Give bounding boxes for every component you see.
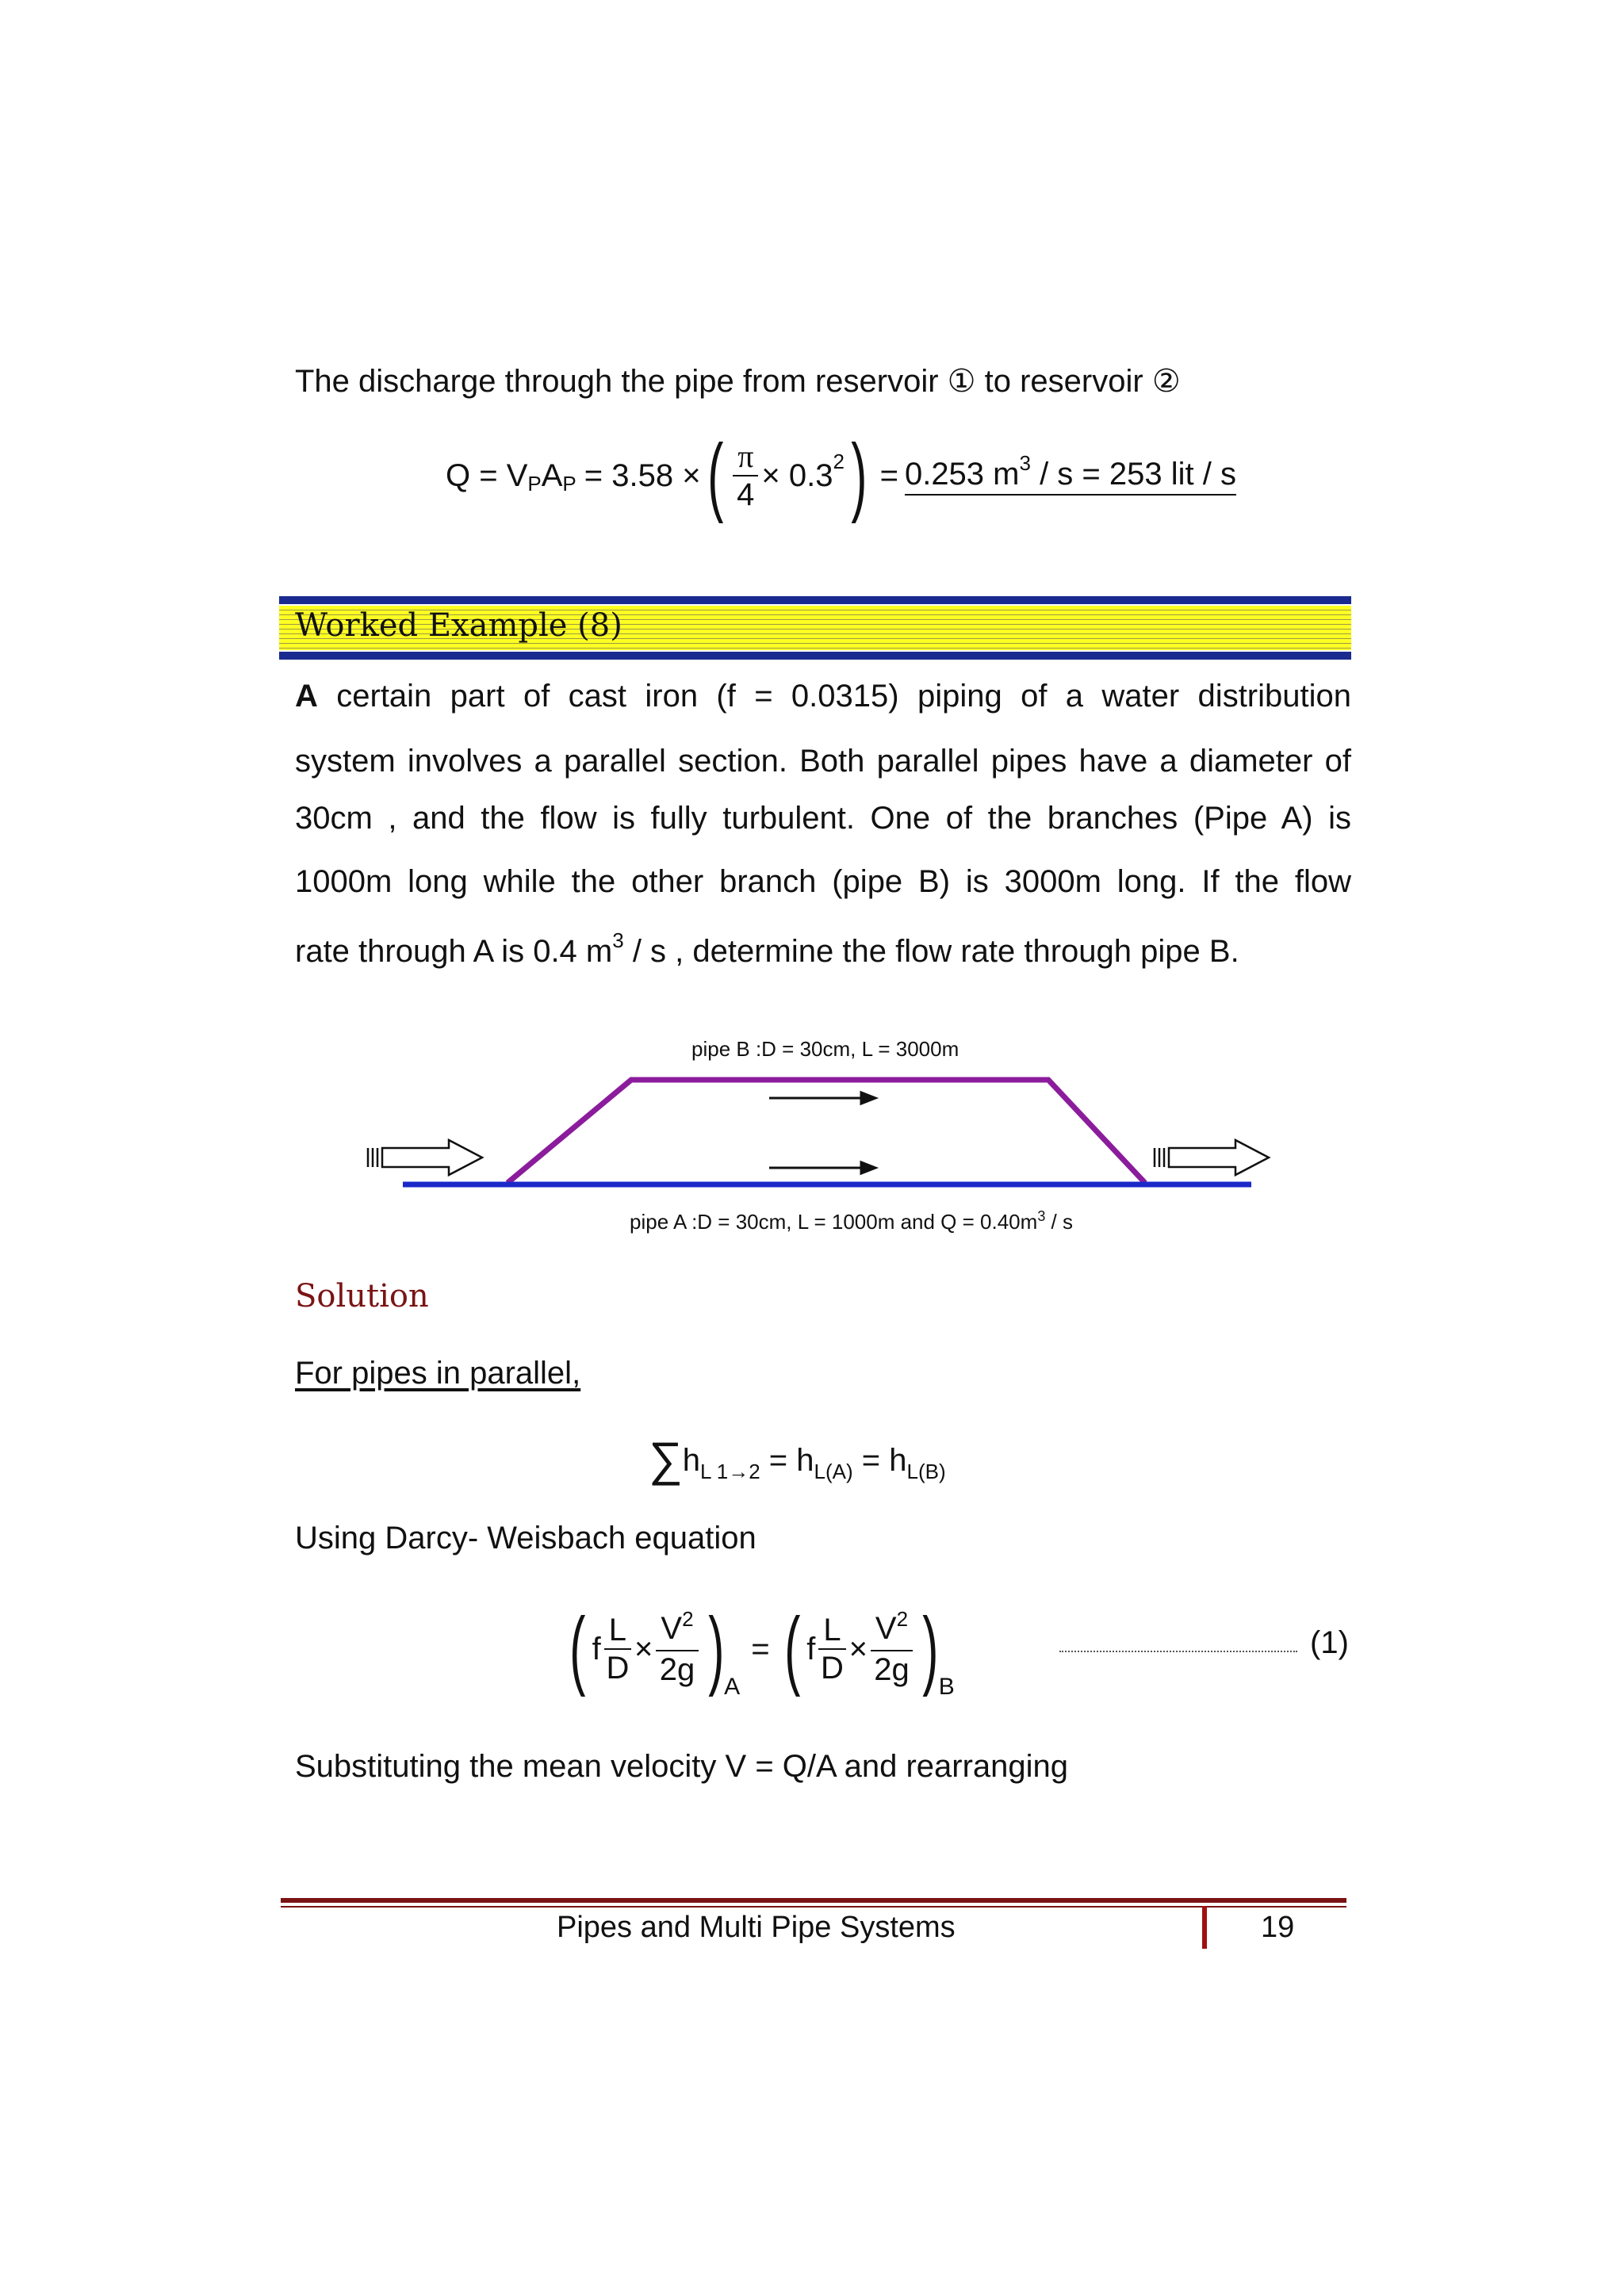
times-03: × 0.3 [761,457,833,493]
page-number: 19 [1261,1911,1295,1944]
footer-rule [281,1898,1346,1903]
problem-line-2: system involves a parallel section. Both parallel pipes have a diameter of [295,744,1351,779]
problem-line-4: 1000m long while the other branch (pipe B) is 3000m long. If the flow [295,864,1351,899]
eq-sign: = [879,457,898,493]
banner-title: Worked Example (8) [295,607,622,644]
right-paren: ) [851,427,868,524]
darcy-equation: ( f $\frac{L}{D}$ × $\frac{V^2}{2g}$ ) A = ( f $\frac{L}{D}$ × $\frac{V^2}{2g}$ ) B [569,1600,955,1700]
problem-line-5: rate through A is 0.4 $m^3$ / s , determine the flow rate through pipe B. [295,928,1239,969]
four: 4 [737,477,755,512]
discharge-result: 0.253 $m^3 / s = 253$ lit / s [905,457,1236,496]
squared: 2 [833,449,845,473]
discharge-equation [446,420,1236,531]
pipe-a-label: pipe A :D = 30cm, L = 1000m and $Q = 0.40m^3 / s$ [630,1208,1073,1234]
parallel-pipes-text: For pipes in parallel, [295,1356,581,1391]
eq-q-sub-p2: P [562,471,576,496]
footer-title: Pipes and Multi Pipe Systems [557,1911,956,1944]
outlet-arrow-icon [1155,1140,1269,1175]
head-loss-sum-equation: $\sum h_{L 1\to 2} = h_{L(A)} = h_{L(B)}$ [649,1433,946,1486]
problem-line-3: 30cm , and the flow is fully turbulent. One of the branches (Pipe A) is [295,801,1351,836]
parallel-pipes-diagram [0,1062,1624,1205]
footer-divider [1202,1906,1207,1949]
substitution-text: Substituting the mean velocity V = Q/A and rearranging [295,1749,1069,1784]
eq-q-sub-p1: P [527,471,542,496]
left-paren: ( [707,427,723,524]
intro-line [295,363,1181,400]
inlet-arrow-icon [368,1140,482,1175]
eq-q-358: = 3.58 × [584,457,701,493]
pi-over-four [733,438,758,513]
solution-heading: Solution [295,1278,429,1314]
flow-arrow-bottom [769,1162,875,1173]
problem-line-1: A certain part of cast iron (f = 0.0315) piping of a water distribution [295,679,1351,714]
worked-example-banner [279,596,1351,660]
dotted-leader [1059,1651,1297,1652]
equation-number: (1) [1310,1625,1349,1660]
subscript-b: B [938,1674,955,1700]
eq-q-a: A [541,457,563,493]
pipe-b-label: pipe B :D = 30cm, L = 3000m [691,1037,959,1061]
intro-text-a: The discharge through the pipe from reservoir [295,364,939,399]
subscript-a: A [724,1674,741,1700]
problem-bold-a: A [295,679,318,714]
intro-text-b: to reservoir [984,364,1143,399]
circled-one-icon: ① [947,363,976,400]
flow-arrow-top [769,1093,875,1104]
darcy-text: Using Darcy- Weisbach equation [295,1521,756,1556]
pi-symbol: π [733,438,758,476]
footer-rule-thin [281,1906,1346,1908]
circled-two-icon: ② [1151,363,1181,400]
eq-q-lhs: Q = V [446,457,528,493]
sigma-icon: ∑ [649,1433,683,1486]
